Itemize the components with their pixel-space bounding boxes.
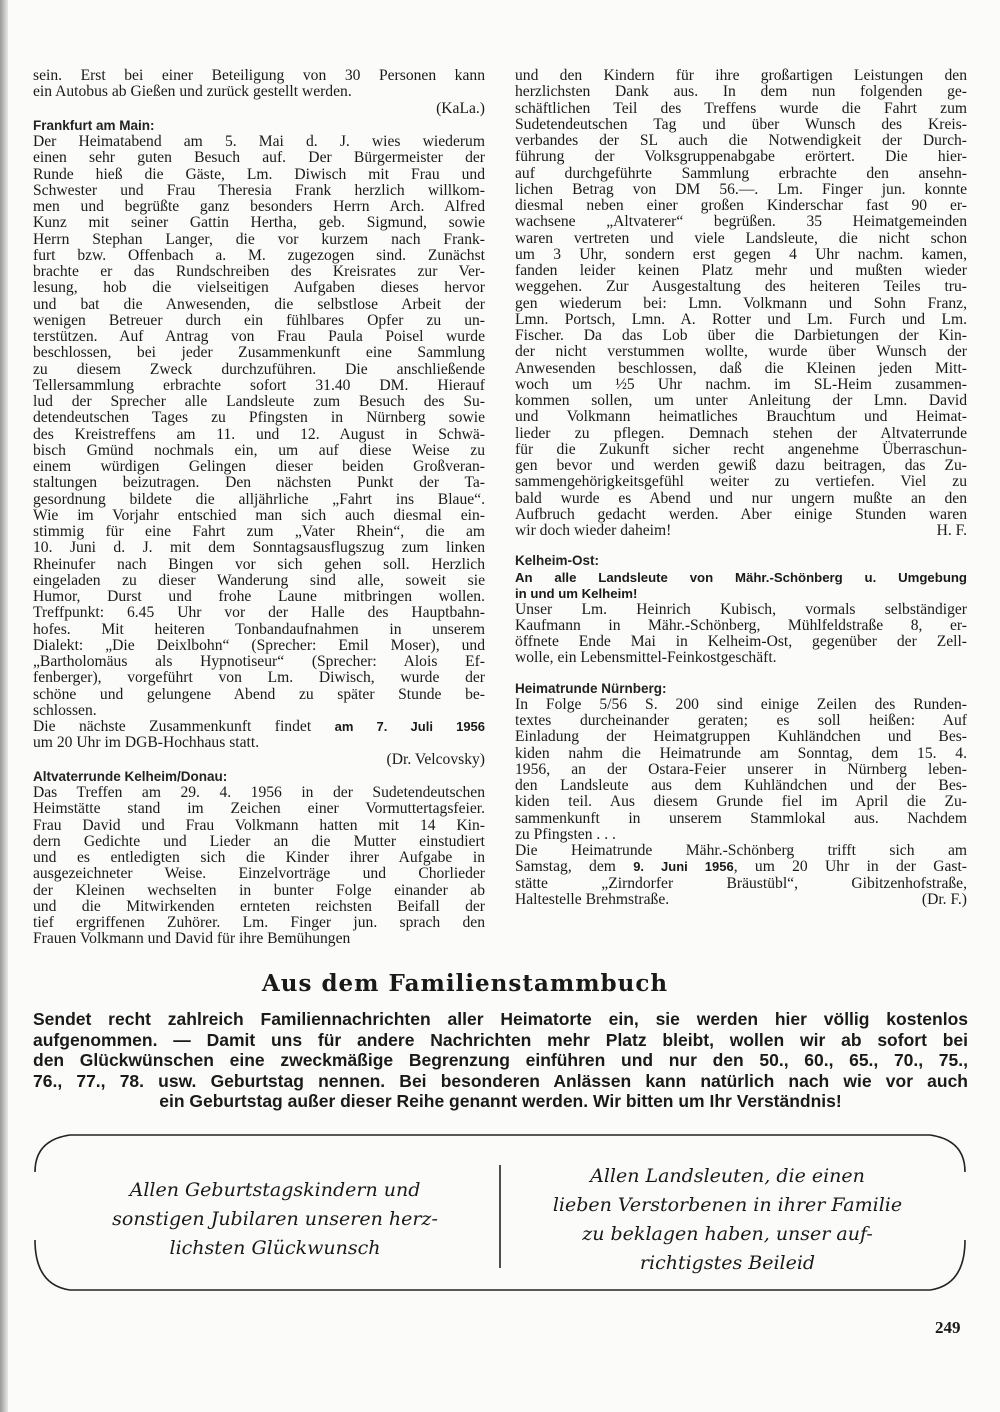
notice-line: ein Geburtstag außer dieser Reihe genannt werden. Wir bitten um Ihr Verständnis! [159, 1091, 842, 1111]
text-line: In Folge 5/56 S. 200 sind einige Zeilen des Runden- [515, 695, 967, 713]
family-notice [33, 1009, 968, 1112]
text-line: Runde hieß die Gäste, Lm. Diwisch mit Frau und [33, 165, 485, 183]
notice-line: den Glückwünschen eine zweckmäßige Begrenzung einführen und nur den 50., 60., 65., 70., 75., [33, 1050, 968, 1070]
text-line: Herrn Stephan Langer, die vor kurzem nach Frank- [33, 230, 485, 248]
text-line: 10. Juni d. J. mit dem Sonntagsausflugszug zum linken [33, 539, 485, 557]
text-line: zu diesem Zweck durchzuführen. Die anschließende [33, 360, 485, 378]
text-line: ausgezeichneter Weise. Einzelvorträge und Chorlieder [33, 865, 485, 883]
box-line: Allen Geburtstagskindern und [129, 1179, 421, 1201]
text-line: Dialekt: „Die Deixlbohn“ (Sprecher: Emil Moser), und [33, 636, 485, 654]
notice-line: aufgenommen. — Damit uns für andere Nachrichten mehr Platz bleibt, wollen wir ab sofort bei [33, 1029, 968, 1050]
text-line: und Volkmann heimatliches Brauchtum und Heimat- [515, 408, 967, 426]
box-line: richtigstes Beileid [639, 1252, 816, 1274]
text-line: weggehen. Zur Ausgestaltung des heiteren Teiles tru- [515, 278, 967, 296]
text-line: Treffpunkt: 6.45 Uhr vor der Halle des Hauptbahn- [33, 604, 485, 622]
text-line: Tellersammlung erbrachte sofort 31.40 DM. Hierauf [33, 376, 485, 394]
text-span: wir doch wieder daheim! [515, 522, 672, 539]
text-line: um 20 Uhr im DGB-Hochhaus statt. [33, 734, 260, 752]
text-line: führung der Volksgruppenabgabe erörtert. Die hier- [515, 148, 967, 166]
text-line: und die Mitwirkenden ernteten reichsten Beifall der [33, 897, 485, 915]
text-line: gen bevor und werden gewiß dazu beitragen, das Zu- [515, 457, 967, 474]
text-line: detendeutschen Tages zu Pfingsten in Nürnberg sowie [33, 409, 485, 427]
text-line: für die Zukunft sicher recht angenehme Überraschun- [515, 440, 967, 458]
text-line: und es entledigten sich die Kinder ihrer Aufgabe in [33, 849, 485, 866]
text-line: des Kreistreffens am 11. und 12. August in Schwä- [33, 425, 485, 443]
text-line: und den Kindern für ihre großartigen Leistungen den [515, 67, 967, 84]
text-line: Frau David und Frau Volkmann hatten mit 14 Kin- [33, 816, 485, 834]
subheading-line: An alle Landsleute von Mähr.-Schönberg u. Umgebung [515, 569, 967, 585]
text-span: Haltestelle Brehmstraße. [515, 890, 670, 908]
section-heading: Heimatrunde Nürnberg: [515, 680, 667, 696]
text-line: Humor, Durst und frohe Laune mitbringen wollen. [33, 588, 485, 605]
author-signature: (Dr. Velcovsky) [386, 750, 485, 768]
text-line: schöne und gelungene Abend zu später Stunde be- [33, 685, 485, 703]
text-line: Kunz mit seiner Gattin Hertha, geb. Sigmund, sowie [33, 214, 485, 232]
author-signature: H. F. [936, 522, 967, 539]
box-line: sonstigen Jubilaren unseren herz- [112, 1208, 438, 1230]
text-line: wachsene „Altvaterer“ begrüßen. 35 Heimatgemeinden [515, 213, 967, 231]
text-line: bisch Gmünd nochmals ein, um auf diese Weise zu [33, 441, 485, 459]
text-line: hofes. Mit heiteren Tonbandaufnahmen in unserem [33, 620, 485, 638]
text-line [515, 523, 967, 539]
text-line: textes durcheinander geraten; es soll heißen: Auf [515, 712, 967, 729]
text-line: Rheinufer nach Bingen vor sich gehen soll. Herzlich [33, 555, 485, 573]
text-line: beschlossen, bei jeder Zusammenkunft eine Sammlung [33, 344, 485, 362]
text-line: terstützen. Auf Antrag von Frau Paula Poisel wurde [33, 328, 485, 345]
text-line: furt bzw. Offenbach a. M. zugezogen sind. Zunächst [33, 246, 485, 264]
right-column [515, 68, 967, 908]
text-line: lichen Betrag von DM 56.—. Lm. Finger jun. konnte [515, 180, 967, 198]
text-line: gesordnung bildete die alljährliche „Fahrt ins Blaue“. [33, 490, 485, 508]
text-line: bald wurde es Abend und nur ungern mußte an den [515, 489, 967, 507]
text-line: Heimstätte stand im Zeichen einer Vormuttertagsfeier. [33, 800, 485, 818]
text-line: fanden leider keinen Platz mehr und mußten wieder [515, 262, 967, 279]
text-line: und bat die Anwesenden, die selbstlose Arbeit der [33, 295, 485, 313]
text-line: fenberger), vorgeführt von Lm. Diwisch, wurde der [33, 669, 485, 687]
text-line: dern Gedichte und Lieder an die Mutter einstudiert [33, 832, 485, 850]
box-line: lichsten Glückwunsch [169, 1237, 381, 1259]
subheading-line: in und um Kelheim! [515, 585, 638, 601]
text-line: schlossen. [33, 701, 97, 719]
text-line: Der Heimatabend am 5. Mai d. J. wies wiederum [33, 133, 485, 150]
text-span: , um 20 Uhr in der Gast- [733, 858, 967, 876]
text-line: den Landsleute aus dem Kuhländchen und der Bes- [515, 777, 967, 794]
text-line: stimmig für eine Fahrt zum „Vater Rhein“, die am [33, 523, 485, 540]
bold-date: am 7. Juli 1956 [334, 719, 486, 734]
text-line: einen sehr guten Besuch auf. Der Bürgermeister der [33, 149, 485, 167]
text-line: ein Autobus ab Gießen und zurück gestellt werden. [33, 83, 352, 101]
text-line: sammenkunft in unserem Stammlokal aus. Nachdem [515, 809, 967, 827]
text-line: kiden nahm die Heimatrunde am Sonntag, dem 15. 4. [515, 744, 967, 762]
section-heading: Kelheim-Ost: [515, 553, 600, 569]
text-line: Das Treffen am 29. 4. 1956 in der Sudetendeutschen [33, 784, 485, 801]
text-line: Frauen Volkmann und David für ihre Bemühungen [33, 930, 351, 948]
author-signature: (KaLa.) [436, 99, 485, 117]
text-line: einem würdigen Gelingen dieser beiden Großveran- [33, 458, 485, 475]
text-line: men und begrüßte ganz besonders Herrn Arch. Alfred [33, 198, 485, 215]
text-line: der Kleinen wechselten in bunter Folge einander ab [33, 881, 485, 899]
text-line: Lmn. Portsch, Lmn. A. Rotter und Lm. Furch und Lm. [515, 310, 967, 328]
text-line: Schwester und Frau Theresia Frank herzlich willkom- [33, 181, 485, 199]
section-heading: Frankfurt am Main: [33, 117, 155, 133]
text-line: woch um ½5 Uhr nachm. im SL-Heim zusammen- [515, 375, 967, 393]
box-line: lieben Verstorbenen in ihrer Familie [552, 1194, 903, 1216]
text-line: Aufbruch gedacht werden. Aber einige Stunden waren [515, 505, 967, 523]
text-line: auf durchgeführte Sammlung erbrachte den ansehn- [515, 164, 967, 182]
text-line: lesung, hob die vielseitigen Aufgaben dieses hervor [33, 279, 485, 297]
text-line: Die Heimatrunde Mähr.-Schönberg trifft sich am [515, 842, 967, 859]
text-line [515, 859, 967, 875]
page-number: 249 [935, 1318, 961, 1337]
text-line [515, 892, 967, 908]
box-line: zu beklagen haben, unser auf- [582, 1223, 873, 1245]
text-line: brachte er das Rundschreiben des Kreisrates zur Ver- [33, 263, 485, 280]
text-line [33, 719, 485, 735]
text-line: „Bartholomäus als Hypnotiseur“ (Sprecher: Alois Ef- [33, 653, 485, 670]
text-line: waren vertreten und viele Landsleute, die nicht schon [515, 229, 967, 247]
text-span: Die nächste Zusammenkunft findet [33, 718, 335, 735]
text-line: sein. Erst bei einer Beteiligung von 30 Personen kann [33, 67, 485, 84]
text-line: wolle, ein Lebensmittel-Feinkostgeschäft. [515, 649, 777, 667]
text-line: lieder zu pflegen. Demnach stehen der Altvaterrunde [515, 424, 967, 442]
text-line: sammengehörigkeitsgefühl weiter zu vertiefen. Viel zu [515, 473, 967, 491]
condolence-message [515, 1162, 940, 1278]
box-line: Allen Landsleuten, die einen [590, 1165, 865, 1187]
bold-date: 9. Juni 1956 [633, 859, 734, 875]
text-line: gen wiederum bei: Lmn. Volkmann und Sohn Franz, [515, 294, 967, 312]
text-line: tief ergriffenen Zuhörer. Lm. Finger jun. sprach den [33, 914, 485, 931]
text-line: Sudetendeutschen Tag und über Wunsch des Kreis- [515, 115, 967, 133]
text-line: diesmal neben einer großen Kinderschar fast 90 er- [515, 197, 967, 214]
text-line: 1956, an der Ostara-Feier unserer in Nürnberg leben- [515, 760, 967, 778]
text-line: schäftlichen Teil des Treffens wurde die Fahrt zum [515, 99, 967, 117]
family-section-title: Aus dem Familienstammbuch [261, 970, 669, 997]
section-heading: Altvaterrunde Kelheim/Donau: [33, 768, 228, 784]
text-line: öffnete Ende Mai in Kelheim-Ost, gegenüber der Zell- [515, 633, 967, 650]
text-line: verbandes der SL auch die Notwendigkeit der Durch- [515, 132, 967, 149]
text-line: staltungen beizutragen. Den nächsten Punkt der Ta- [33, 474, 485, 492]
text-line: kiden teil. Aus diesem Grunde fiel im April die Zu- [515, 793, 967, 811]
text-line: um 3 Uhr, sondern erst gegen 4 Uhr nachm. kamen, [515, 245, 967, 263]
text-line: zu Pfingsten . . . [515, 825, 616, 843]
birthday-greeting [60, 1176, 490, 1263]
text-line: Kaufmann in Mähr.-Schönberg, Mühlfeldstraße 8, er- [515, 616, 967, 634]
text-line: Fischer. Da das Lob über die Darbietungen der Kin- [515, 327, 967, 344]
text-line: wenigen Betreuer durch ein fühlbares Opfer zu un- [33, 311, 485, 329]
text-line: stätte „Zirndorfer Bräustübl“, Gibitzenhofstraße, [515, 874, 967, 892]
author-signature: (Dr. F.) [921, 890, 967, 908]
text-line: Wie im Vorjahr entschied man sich auch diesmal ein- [33, 506, 485, 524]
text-line: lud der Sprecher alle Landsleute zum Besuch des Su- [33, 393, 485, 410]
text-line: Unser Lm. Heinrich Kubisch, vormals selbständiger [515, 600, 967, 618]
text-line: Anwesenden beschlossen, daß die Kleinen jeden Mitt- [515, 359, 967, 377]
notice-line: Sendet recht zahlreich Familiennachrichten aller Heimatorte ein, sie werden hier völlig kostenlos [33, 1009, 968, 1029]
left-column [33, 68, 485, 948]
text-line: der nicht verstummen wollte, wurde über Wunsch der [515, 343, 967, 361]
text-line: eingeladen zu dieser Wanderung sind alle, soweit sie [33, 571, 485, 589]
text-line: herzlichsten Dank aus. In dem nun folgenden ge- [515, 83, 967, 101]
notice-line: 76., 77., 78. usw. Geburtstag nennen. Bei besonderen Anlässen kann natürlich nach wie vor auch [33, 1070, 968, 1091]
text-span: Samstag, dem [515, 858, 634, 876]
text-line: kommen sollen, um unter Anleitung der Lmn. David [515, 392, 967, 409]
text-line: Einladung der Heimatgruppen Kuhländchen und Bes- [515, 728, 967, 746]
